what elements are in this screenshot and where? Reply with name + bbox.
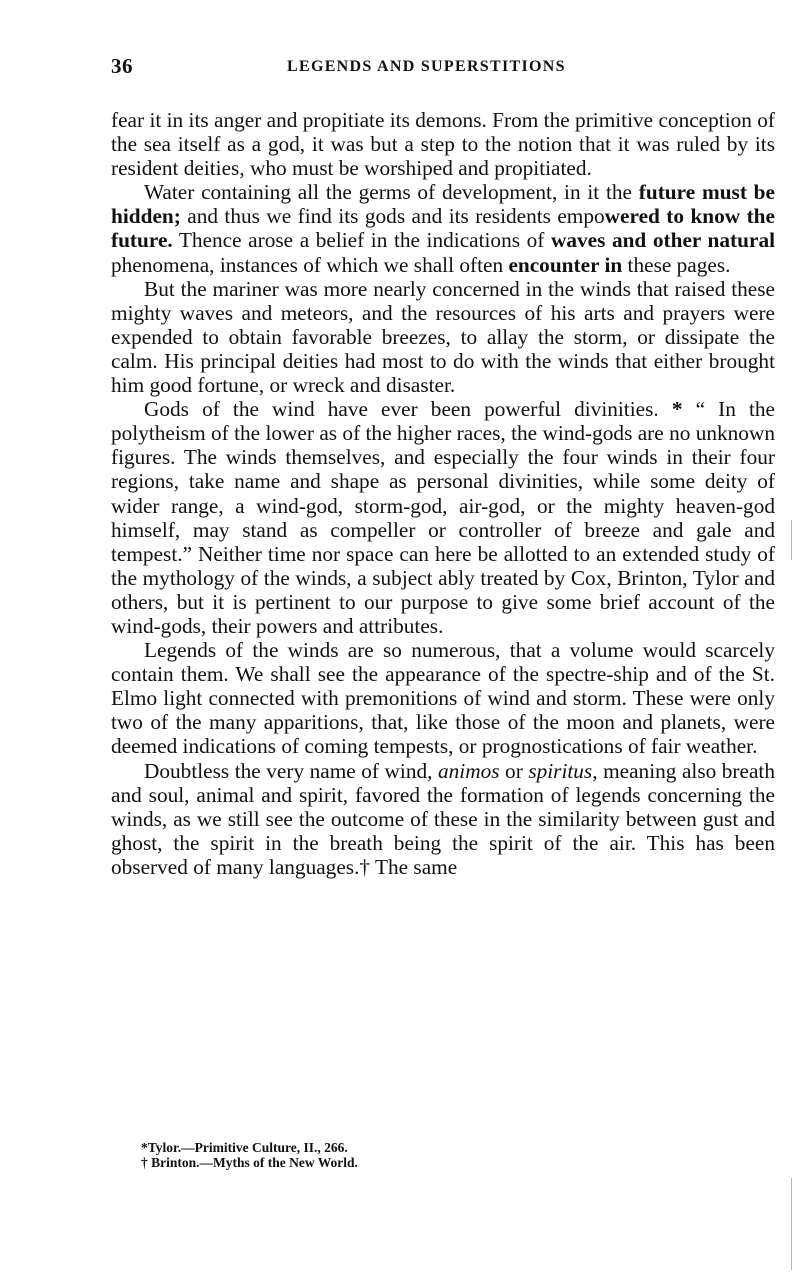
text-run: Gods of the wind have ever been powerful divinities. [144, 397, 672, 422]
page-edge-mark [791, 520, 792, 560]
footnote: † Brinton.—Myths of the New World. [141, 1155, 358, 1170]
footnote: *Tylor.—Primitive Culture, II., 266. [141, 1140, 348, 1155]
bold-text-run: wered to know the future. [111, 204, 775, 253]
paragraph [111, 180, 775, 276]
text-run: or [499, 758, 529, 783]
body-text [111, 108, 775, 879]
text-run: Thence arose a belief in the indications of [172, 228, 551, 253]
text-run: Water containing all the germs of development, in it the [144, 180, 639, 205]
paragraph [111, 397, 775, 638]
text-run: “ In the polytheism of the lower as of the higher races, the wind-gods are no unknown figures. The winds themselves, and especially the four winds in their four regions, take name and shape as personal divinities, while some deity of wider range, a wind-god, storm-god, air-god, or the mighty heaven-god himself, may stand as compeller or controller of breeze and gale and tempest.” Neither time nor space can here be allotted to an extended study of the mythology of the winds, a subject ably treated by Cox, Brinton, Tylor and others, but it is pertinent to our purpose to give some brief account of the wind-gods, their powers and attributes. [111, 397, 776, 638]
text-run: and thus we find its gods and its residents empo [180, 204, 605, 229]
bold-text-run: * [671, 397, 683, 422]
italic-text-run: animos [437, 758, 500, 783]
page-edge-mark [791, 1178, 792, 1270]
paragraph [111, 638, 775, 758]
bold-text-run: waves and other natural [550, 228, 776, 253]
page-header [111, 54, 775, 84]
text-run: these pages. [622, 252, 731, 277]
paragraph [111, 277, 775, 397]
page-number: 36 [111, 54, 133, 78]
text-run: But the mariner was more nearly concerned in the winds that raised these mighty waves and meteors, and the resources of his arts and prayers were expended to obtain favorable breezes, to allay the storm, or dissipate the calm. His principal deities had most to do with the winds that either brought him good fortune, or wreck and disaster. [111, 276, 775, 398]
running-head: LEGENDS AND SUPERSTITIONS [287, 58, 566, 75]
italic-text-run: spiritus, [528, 758, 598, 783]
bold-text-run: encounter in [508, 252, 623, 277]
paragraph [111, 759, 775, 879]
text-run: Legends of the winds are so numerous, that a volume would scarcely contain them. We shall see the appearance of the spectre-ship and of the St. Elmo light connected with premonitions of wind and storm. These were only two of the many apparitions, that, like those of the moon and planets, were deemed indications of coming tempests, or prognostications of fair weather. [111, 638, 775, 759]
text-run: phenomena, instances of which we shall often [111, 252, 509, 277]
footnotes [141, 1140, 701, 1170]
text-run: Doubtless the very name of wind, [144, 758, 438, 783]
text-run: meaning also breath and soul, animal and spirit, favored the formation of legends concerning the winds, as we still see the outcome of these in the similarity between gust and ghost, the spirit in the breath being the spirit of the air. This has been observed of many languages.† The same [111, 758, 775, 879]
text-run: fear it in its anger and propitiate its demons. From the primitive conception of the sea itself as a god, it was but a step to the notion that it was ruled by its resident deities, who must be worshiped and propitiated. [111, 108, 775, 181]
paragraph [111, 108, 775, 180]
bold-text-run: future must be hidden; [111, 180, 775, 229]
